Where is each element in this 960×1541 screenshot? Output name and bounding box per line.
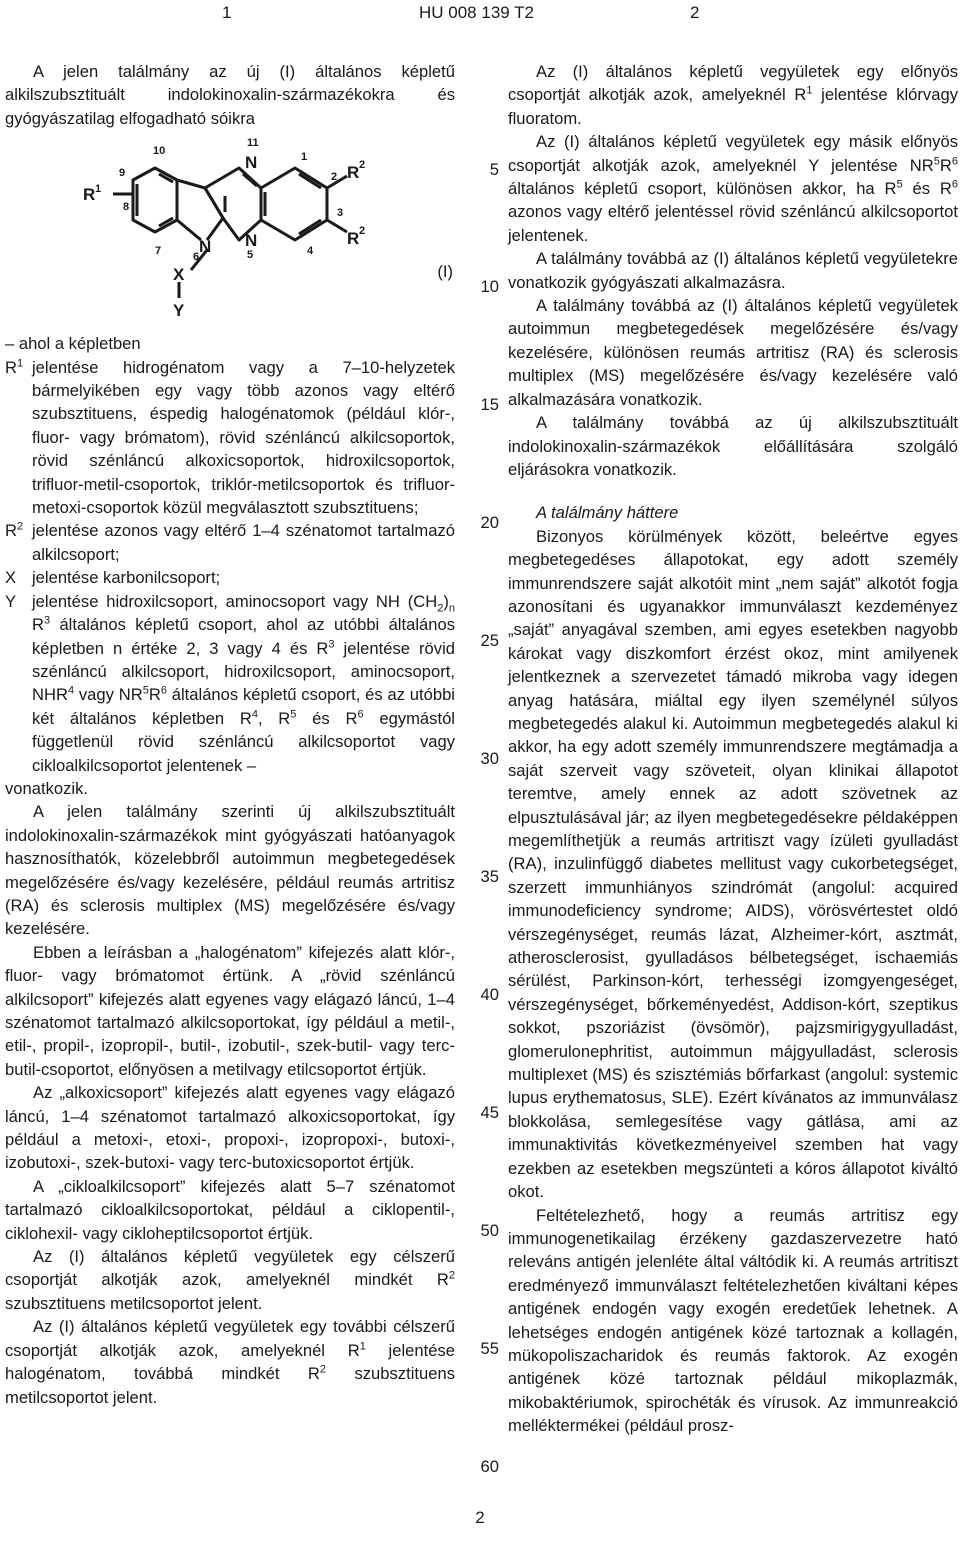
structural-formula [5,132,455,324]
r2-bottom-label: R [347,229,360,249]
intro-paragraph: A jelen találmány az új (I) általános képletű alkilszubsztituált indolokinoxalin-származékokra és gyógyászatilag elfogadható sóikra [5,62,455,128]
indoloquinoxaline-structure [75,132,395,324]
x-symbol: X [5,568,17,588]
left-page-number: 1 [222,3,232,22]
line-number: 30 [480,749,499,768]
r2-top-superscript: 2 [359,159,366,172]
page-header [0,0,960,30]
line-number: 40 [480,985,499,1004]
r1-symbol: $R^1$ [5,357,24,377]
pos-6-label: 6 [193,251,200,264]
formula-id: (I) [437,262,453,282]
where-clause: – ahol a képletben [5,334,141,354]
y-atom: Y [173,301,185,321]
left-paragraph-5: Az (I) általános képletű vegyületek egy célszerű csoportját alkotják azok, amelyeknél mindkét $R^2$ szubsztituens metilcsoportot jelent. [5,1247,455,1313]
line-number: 50 [480,1221,499,1240]
x-atom: X [173,265,185,285]
line-number: 10 [480,277,499,296]
n5-atom: N [245,231,258,251]
right-paragraph-3: A találmány továbbá az (I) általános képletű vegyületekre vonatkozik gyógyászati alkalmazásra. [508,249,958,292]
section-heading: A találmány háttere [536,503,679,523]
left-paragraph-4: A „cikloalkilcsoport” kifejezés alatt 5–7 szénatomot tartalmazó cikloalkilcsoportokat, például a ciklopentil-, ciklohexil- vagy cikloheptilcsoportot értjük. [5,1176,455,1243]
pos-10-label: 10 [153,145,166,158]
r2-top-label: R [347,163,360,183]
pos-1-label: 1 [301,151,308,164]
right-paragraph-6: Bizonyos körülmények között, beleértve egyes megbetegedéses állapotokat, egy adott személy immunrendszere saját alkotóit mint „nem saját” alkotót fogja azonosítani és ugyanakkor immunválaszt kezdeményez „saját” anyagával szemben, ami egyes esetekben nagyobb károkat vagy diszkomfort érzést okoz, mint amilyenek jelentkeznek a szervezetet támadó mikroba vagy idegen anyag hatására, miáltal egy ilyen személynél súlyos megbetegedés alakul ki. Autoimmun megbetegedés alakul ki akkor, ha egy adott személy immunrendszere megtámadja a saját szerveit vagy szöveteit, olyan klinikai állapotot teremtve, amely ennek az adott szövetnek az elpusztulásával jár; az ilyen megbetegedésekre példaképpen megemlíthetjük a reumás artritiszt vagy ízületi gyulladást (RA), inzulinfüggő diabetes mellitust vagy cukorbetegséget, szerzett immunhiányos szindrómát (angolul: acquired immunodeficiency syndrome; AIDS), vörösvértestet oldó vérszegénységet, reumás lázat, Alzheimer-kórt, asztmát, atherosclerosist, gyulladásos bélbetegséget, ischaemiás sérülést, Parkinson-kórt, terhességi izomgyengeséget, vérszegénységet, bőrkeményedést, Addison-kórt, szeptikus sokkot, pszoriázist (övsömör), pajzsmirigygyulladást, glomerulonephritist, autoimmun májgyulladást, sclerosis multiplexet (MS) és szisztémiás bőrfarkast (angolul: systemic lupus erythematosus, SLE). Ezért kívánatos az immunválasz blokkolása, semlegesítése vagy gátlása, ami az immunaktivitás következményeivel szemben hat vagy ezekben az esetekben megszünteti a kóros állapotot kiváltó okot. [508,526,958,1202]
left-column [5,60,455,1409]
left-paragraph-6: Az (I) általános képletű vegyületek egy további célszerű csoportját alkotják azok, amelyeknél $R^1$ jelentése halogénatom, továbbá mindkét $R^2$ szubsztituens metilcsoportot jelent. [5,1317,455,1407]
pos-11-label: 11 [247,137,259,150]
right-paragraph-5: A találmány továbbá az új alkilszubsztituált indolokinoxalin-származékok előállítására szolgáló eljárásokra vonatkozik. [508,413,958,479]
left-paragraph-2: Ebben a leírásban a „halogénatom” kifejezés alatt klór-, fluor- vagy brómatomot értünk. A „rövid szénláncú alkilcsoport” kifejezés alatt egyenes vagy elágazó láncú, 1–4 szénatomot tartalmazó alkilcsoportokat, így például a metil-, etil-, propil-, izopropil-, butil-, izobutil-, szek-butil- vagy terc-butil-csoportot, előnyösen a metilvagy etilcsoportot értjük. [5,942,455,1079]
r1-label: R [83,185,96,205]
n11-atom: N [245,153,258,173]
right-paragraph-7: Feltételezhető, hogy a reumás artritisz egy immunogenetikailag érzékeny gazdaszervezetre ható releváns antigén jelenléte által váltódik ki. A reumás artritiszt eredményező immunválaszt feltételezhetően kiváltani képes antigének endogén vagy exogén eredetűek lehetnek. A lehetséges endogén antigének közé tartoznak a kollagén, mükopoliszacharidok és reumás faktorok. Az exogén antigének közé tartoznak például mikoplazmák, mikobaktériumok, spirochéták és vírusok. Az immunreakció melléktermékei (például prosz- [508,1205,958,1436]
vonatkozik-line: vonatkozik. [5,778,89,798]
n6-atom: N [199,237,212,257]
left-paragraph-3: Az „alkoxicsoport” kifejezés alatt egyenes vagy elágazó láncú, 1–4 szénatomot tartalmazó alkoxicsoportokat, így például a metoxi-, etoxi-, propoxi-, izopropoxi-, butoxi-, izobutoxi-, szek-butoxi- vagy terc-butoxicsoportot értjük. [5,1083,455,1173]
pos-5-label: 5 [247,249,254,262]
r1-definition: $R^1$ jelentése hidrogénatom vagy a 7–10-helyzetek bármelyikében egy vagy több azonos vagy eltérő szubsztituens, éspedig halogénatomok (például klór-, fluor- vagy brómatom), rövid szénláncú alkilcsoportok, rövid szénláncú alkoxicsoportok, hidroxilcsoportok, trifluor-metil-csoportok, triklór-metilcsoportok és trifluor-metoxi-csoportok közül megválasztott szubsztituens; [5,357,455,518]
line-number: 5 [489,160,499,179]
pos-2-label: 2 [331,171,338,184]
r1-superscript: 1 [95,183,102,196]
line-number: 45 [480,1103,499,1122]
line-number: 25 [480,631,499,650]
line-number: 20 [480,513,499,532]
right-column [508,60,958,1438]
y-definition: Y jelentése hidroxilcsoport, aminocsoport vagy NH $(CH_2)_n$ $R^3$ általános képletű csoport, ahol az utóbbi általános képletben n értéke 2, 3 vagy 4 és $R^3$ jelentése rövid szénláncú alkilcsoport, hidroxilcsoport, aminocsoport, NHR$^4$ vagy $NR^5R^6$ általános képletű csoport, és az utóbbi két általános képletben $R^4$, $R^5$ és $R^6$ egymástól függetlenül rövid szénláncú alkilcsoportot vagy cikloalkilcsoportot jelentenek – [5,591,455,775]
pos-4-label: 4 [307,245,314,258]
line-number: 60 [480,1457,499,1476]
r2-definition: $R^2$ jelentése azonos vagy eltérő 1–4 szénatomot tartalmazó alkilcsoport; [5,520,455,564]
pos-9-label: 9 [119,167,126,180]
line-number: 15 [480,395,499,414]
right-page-number: 2 [690,3,700,22]
left-paragraph-1: A jelen találmány szerinti új alkilszubsztituált indolokinoxalin-származékok mint gyógyászati hatóanyagok hasznosíthatók, közelebbről autoimmun megbetegedések megelőzésére és/vagy kezelésére, például reumás artritisz (RA) és sclerosis multiplex (MS) megelőzésére és/vagy kezelésére. [5,802,455,939]
patent-number: HU 008 139 T2 [419,3,534,22]
right-paragraph-1: Az (I) általános képletű vegyületek egy előnyös csoportját alkotják azok, amelyeknél $R^1$ jelentése klórvagy fluoratom. [508,62,958,128]
page-footer: 2 [475,1508,485,1527]
pos-7-label: 7 [155,245,162,258]
right-paragraph-4: A találmány továbbá az (I) általános képletű vegyületek autoimmun megbetegedések megelőzésére és/vagy kezelésére, különösen reumás artritisz (RA) és sclerosis multiplex (MS) megelőzésére és/vagy kezelésére való alkalmazására vonatkozik. [508,296,958,409]
line-number: 35 [480,867,499,886]
y-symbol: Y [5,591,17,611]
r2-bottom-superscript: 2 [359,225,366,238]
right-paragraph-2: Az (I) általános képletű vegyületek egy másik előnyös csoportját alkotják azok, amelyeknél Y jelentése $NR^5R^6$ általános képletű csoport, különösen akkor, ha $R^5$ és $R^6$ azonos vagy eltérő jelentéssel rövid szénláncú alkilcsoportot jelentenek. [508,132,959,245]
pos-8-label: 8 [123,201,130,214]
r2-symbol: $R^2$ [5,520,24,541]
line-number: 55 [480,1339,499,1358]
x-definition: X jelentése karbonilcsoport; [5,566,455,589]
pos-3-label: 3 [337,207,344,220]
